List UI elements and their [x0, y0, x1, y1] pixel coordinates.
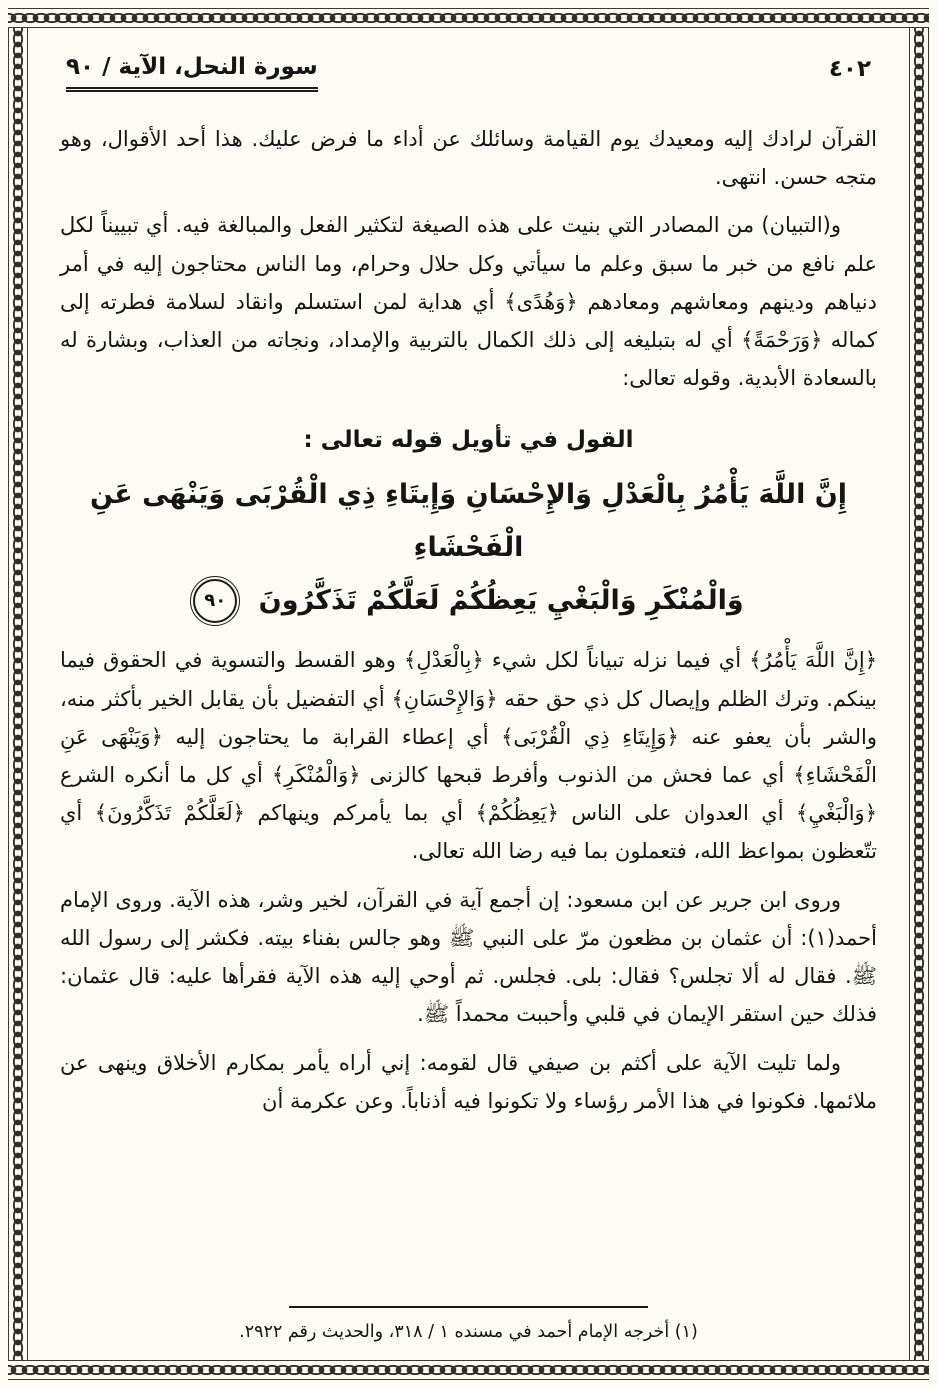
- verse-line-2-text: وَالْمُنْكَرِ وَالْبَغْيِ يَعِظُكُمْ لَعَلَّكُمْ تَذَكَّرُونَ: [258, 584, 744, 616]
- quran-verse: [60, 469, 877, 627]
- body-text: [60, 110, 877, 1296]
- verse-line-1: إِنَّ اللَّهَ يَأْمُرُ بِالْعَدْلِ وَالإِحْسَانِ وَإِيتَاءِ ذِي الْقُرْبَى وَيَنْهَى عَنِ الْفَحْشَاءِ: [89, 479, 848, 564]
- paragraph: ﴿إِنَّ اللَّهَ يَأْمُرُ﴾ أي فيما نزله تبياناً لكل شيء ﴿بِالْعَدْلِ﴾ وهو القسط والتسوية في الحقوق فيما بينكم. وترك الظلم وإيصال كل ذي حق حقه ﴿وَالإِحْسَانِ﴾ أي التفضيل بأن يقابل الخير بأكثر منه، والشر بأن يعفو عنه ﴿وَإِيتَاءِ ذِي الْقُرْبَى﴾ أي إعطاء القرابة ما يحتاجون إليه ﴿وَيَنْهَى عَنِ الْفَحْشَاءِ﴾ أي عما فحش من الذنوب وأفرط قبحها كالزنى ﴿وَالْمُنْكَرِ﴾ أي كل ما أنكره الشرع ﴿وَالْبَغْيِ﴾ أي العدوان على الناس ﴿يَعِظُكُمْ﴾ أي بما يأمركم وينهاكم ﴿لَعَلَّكُمْ تَذَكَّرُونَ﴾ أي تتّعظون بمواعظ الله، فتعملون بما فيه رضا الله تعالى.: [60, 648, 877, 864]
- page-header: [66, 54, 871, 92]
- ornamental-border-left: [8, 28, 28, 1360]
- footnote-area: [60, 1302, 877, 1346]
- paragraph: و(التبيان) من المصادر التي بنيت على هذه الصيغة لتكثير الفعل والمبالغة فيه. أي تبييناً لكل علم نافع من خبر ما سبق وعلم ما سيأتي وكل حلال وحرام، وما الناس محتاجون إليه في أمر دنياهم ودينهم ومعاشهم ومعادهم ﴿وَهُدًى﴾ أي هداية لمن استسلم وانقاد لسلامة فطرته إلى كماله ﴿وَرَحْمَةً﴾ أي له بتبليغه إلى ذلك الكمال بالتربية والإمداد، ونجاته من العذاب، وبشارة له بالسعادة الأبدية. وقوله تعالى:: [60, 213, 877, 391]
- ornamental-border-bottom: [8, 1360, 929, 1380]
- paragraph: القرآن لرادك إليه ومعيدك يوم القيامة وسائلك عن أداء ما فرض عليك. هذا أحد الأقوال، وهو متجه حسن. انتهى.: [60, 127, 877, 190]
- section-heading: القول في تأويل قوله تعالى :: [303, 426, 634, 453]
- footnote-text: (١) أخرجه الإمام أحمد في مسنده ١ / ٣١٨، والحديث رقم ٢٩٢٢.: [239, 1322, 698, 1342]
- footnote-separator: [289, 1306, 648, 1308]
- verse-line-2: [60, 575, 877, 628]
- paragraph: وروى ابن جرير عن ابن مسعود: إن أجمع آية في القرآن، لخير وشر، هذه الآية. وروى الإمام أحمد(١): أن عثمان بن مظعون مرّ على النبي ﷺ وهو جالس بفناء بيته. فكشر إلى رسول الله ﷺ. فقال له ألا تجلس؟ فقال: بلى. فجلس. ثم أوحي إليه هذه الآية فقرأها عليه: قال عثمان: فذلك حين استقر الإيمان في قلبي وأحببت محمداً ﷺ.: [60, 887, 877, 1027]
- page-content: [60, 40, 877, 1346]
- verse-number-medallion: ٩٠: [193, 579, 237, 623]
- ornamental-border-right: [909, 28, 929, 1360]
- paragraph: ولما تليت الآية على أكثم بن صيفي قال لقومه: إني أراه يأمر بمكارم الأخلاق وينهى عن ملائمها. فكونوا في هذا الأمر رؤساء ولا تكونوا فيه أذناباً. وعن عكرمة أن: [60, 1050, 877, 1113]
- page-number: ٤٠٢: [828, 56, 871, 82]
- ornamental-border-top: [8, 8, 929, 28]
- chapter-title: سورة النحل، الآية / ٩٠: [66, 54, 318, 92]
